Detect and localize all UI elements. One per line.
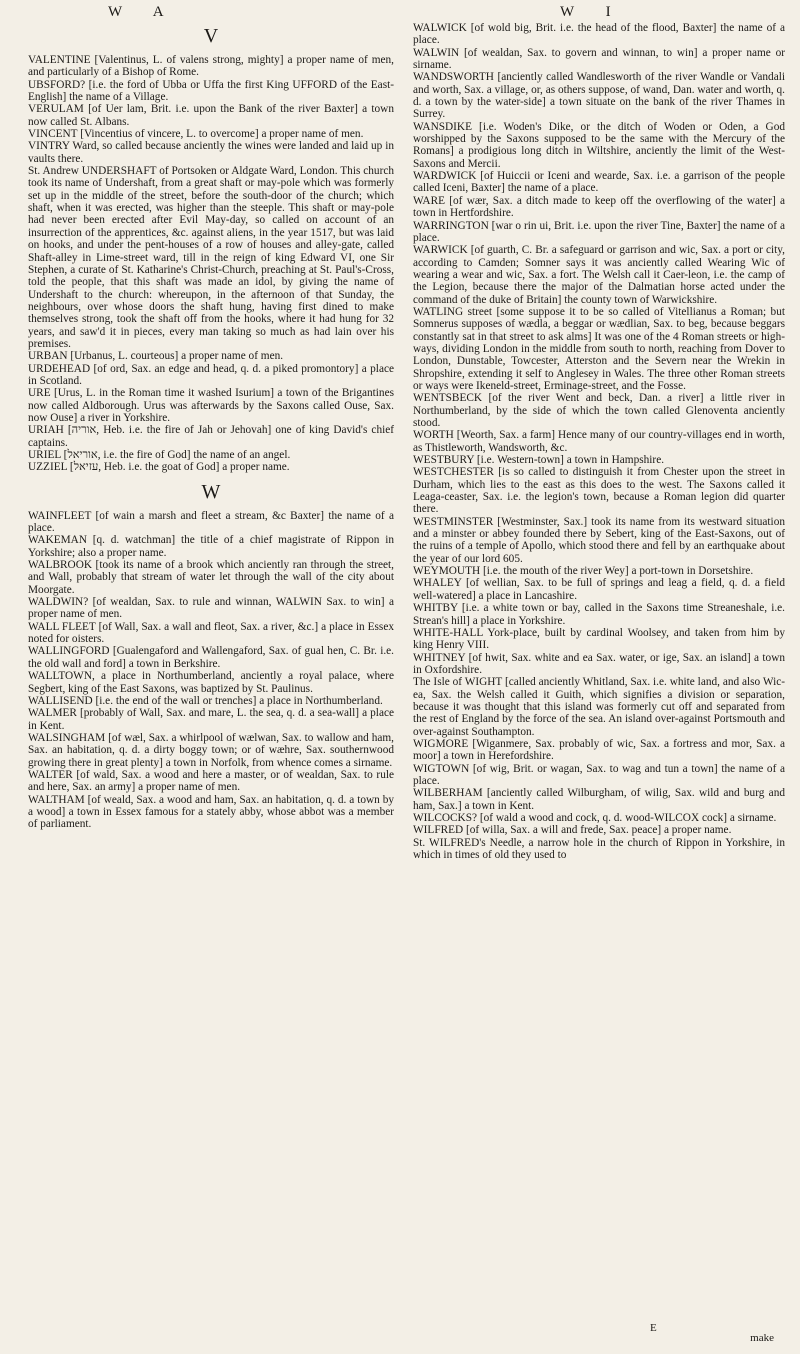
dictionary-entry: URDEHEAD [of ord, Sax. an edge and head, q. d. a piked promontory] a place in Scotland. (28, 362, 394, 387)
dictionary-entry: WHITE-HALL York-place, built by cardinal Woolsey, and taken from him by king Henry VIII. (413, 626, 785, 652)
left-column (28, 22, 394, 831)
signature-mark: E (650, 1322, 657, 1334)
dictionary-entry: VINCENT [Vincentius of vincere, L. to overcome] a proper name of men. (28, 128, 364, 141)
dictionary-entry: WILFRED [of willa, Sax. a will and frede, Sax. peace] a proper name. (413, 824, 732, 837)
dictionary-entry: WILCOCKS? [of wald a wood and cock, q. d. wood-WILCOX cock] a sirname. (413, 812, 777, 824)
dictionary-entry: WAKEMAN [q. d. watchman] the title of a chief magistrate of Rippon in Yorkshire; also a proper name. (28, 534, 394, 559)
dictionary-entry: WESTCHESTER [is so called to distinguish it from Chester upon the street in Durham, which lies to the east as this does to the west. The Saxons called it Leaga-ceaster, Sax. i.e. the legion's town, because a Roman legion did quarter there. (413, 466, 785, 516)
dictionary-entry: WEYMOUTH [i.e. the mouth of the river Wey] a port-town in Dorsetshire. (413, 565, 754, 578)
dictionary-entry: WALWIN [of wealdan, Sax. to govern and winnan, to win] a proper name or sirname. (413, 46, 785, 72)
dictionary-entry: URIEL [אוריאל, i.e. the fire of God] the name of an angel. (28, 449, 291, 461)
dictionary-entry: WALDWIN? [of wealdan, Sax. to rule and winnan, WALWIN Sax. to win] a proper name of men. (28, 596, 394, 621)
dictionary-entry: WALLTOWN, a place in Northumberland, anciently a royal palace, where Segbert, king of the East Saxons, was baptized by St. Paulinus. (28, 670, 394, 695)
dictionary-entry: WHITBY [i.e. a white town or bay, called in the Saxons time Streaneshale, i.e. Strean's hill] a place in Yorkshire. (413, 602, 785, 627)
running-head-left: W A (108, 4, 178, 20)
dictionary-entry: WALTHAM [of weald, Sax. a wood and ham, Sax. an habitation, q. d. a town by a wood] a town in Essex famous for a stately abby, whose abbot was a member of parliament. (28, 793, 394, 831)
dictionary-entry: WESTBURY [i.e. Western-town] a town in Hampshire. (413, 454, 665, 467)
dictionary-entry: VINTRY Ward, so called because anciently the wines were landed and laid up in vaults there. (28, 140, 394, 165)
w-entries (28, 510, 394, 831)
dictionary-entry: WIGMORE [Wiganmere, Sax. probably of wic, Sax. a fortress and mor, Sax. a moor] a town in Herefordshire. (413, 737, 785, 763)
dictionary-entry: WANDSWORTH [anciently called Wandlesworth of the river Wandle or Vandali and worth, Sax. a village, or, as others suppose, of wand, Dan. water and worth, q. d. a town by the water-side] a town situate on the bank of the river Thames in Surrey. (413, 71, 785, 121)
dictionary-entry: WALWICK [of wold big, Brit. i.e. the head of the flood, Baxter] the name of a place. (413, 22, 785, 47)
dictionary-entry: St. WILFRED's Needle, a narrow hole in the church of Rippon in Yorkshire, in which in times of old they used to (413, 836, 785, 862)
dictionary-entry: URIAH [אוריה, Heb. i.e. the fire of Jah or Jehovah] one of king David's chief captains. (28, 424, 395, 449)
dictionary-entry: WALSINGHAM [of wæl, Sax. a whirlpool of wælwan, Sax. to wallow and ham, Sax. an habitation, q. d. a dirty boggy town; or of wæhre, Sax. southernwood growing there in great plenty] a town in Norfolk, from whence comes a sirname. (28, 731, 394, 769)
dictionary-entry: WALTER [of wald, Sax. a wood and here a master, or of wealdan, Sax. to rule and here, Sax. an army] a proper name of men. (28, 768, 394, 794)
catchword: make (750, 1332, 774, 1344)
running-head-right: W I (560, 4, 625, 20)
dictionary-entry: WALMER [probably of Wall, Sax. and mare, L. the sea, q. d. a sea-wall] a place in Kent. (28, 707, 394, 732)
dictionary-entry: VALENTINE [Valentinus, L. of valens strong, mighty] a proper name of men, and particularly of a Bishop of Rome. (28, 54, 394, 79)
dictionary-entry: WALLINGFORD [Gualengaford and Wallengaford, Sax. of gual hen, C. Br. i.e. the old wall and ford] a town in Berkshire. (28, 645, 394, 670)
dictionary-entry: UBSFORD? [i.e. the ford of Ubba or Uffa the first King UFFORD of the East-English] the name of a Village. (28, 78, 394, 104)
dictionary-entry: WHALEY [of wellian, Sax. to be full of springs and leag a field, q. d. a field well-watered] a place in Lancashire. (413, 577, 785, 602)
dictionary-entry: WATLING street [some suppose it to be so called of Vitellianus a Roman; but Somnerus supposes of wædla, a beggar or wædlian, Sax. to beg, because beggars constantly sat in that street to ask alms] It was one of the 4 Roman streets or high-ways, dividing London in the middle from south to north, reaching from Dover to London, Dunstable, Towcester, Atterston and the Severn near the Wrekin in Shropshire, extending it self to Anglesey in Wales. The three other Roman streets or ways were Ikeneld-street, Erminage-street, and the Fosse. (413, 305, 785, 392)
dictionary-entry: URBAN [Urbanus, L. courteous] a proper name of men. (28, 350, 284, 363)
dictionary-entry: UZZIEL [עזיאל, Heb. i.e. the goat of God] a proper name. (28, 461, 290, 474)
dictionary-entry: WESTMINSTER [Westminster, Sax.] took its name from its westward situation and a minster or abbey founded there by Sebert, king of the East-Saxons, out of the ruins of a temple of Apollo, which stood there and fell by an earthquake about the year of our lord 605. (413, 515, 785, 565)
dictionary-entry: WALLISEND [i.e. the end of the wall or trenches] a place in Northumberland. (28, 694, 383, 707)
dictionary-entry: WARRINGTON [war o rin ui, Brit. i.e. upon the river Tine, Baxter] the name of a place. (413, 219, 785, 244)
right-entries (413, 22, 785, 861)
dictionary-entry: WENTSBECK [of the river Went and beck, Dan. a river] a little river in Northumberland, by the side of which the town called Glenoventa anciently stood. (413, 392, 785, 429)
dictionary-entry: WORTH [Weorth, Sax. a farm] Hence many of our country-villages end in worth, as Thistleworth, Wandsworth, &c. (413, 429, 785, 454)
left-entries (28, 54, 394, 474)
dictionary-entry: VERULAM [of Uer lam, Brit. i.e. upon the Bank of the river Baxter] a town now called St. Albans. (28, 103, 394, 128)
dictionary-entry: The Isle of WIGHT [called anciently Whitland, Sax. i.e. white land, and also Wic-ea, Sax. the Welsh called it Guith, which signifies a division or separation, because it was thought that this island was formerly cut off and separated from the rest of England by the force of the sea. An island over-against Portsmouth and over-against Southampton. (413, 676, 785, 738)
dictionary-entry: WAINFLEET [of wain a marsh and fleet a stream, &c Baxter] the name of a place. (28, 509, 394, 535)
dictionary-entry: WILBERHAM [anciently called Wilburgham, of wilig, Sax. wild and burg and ham, Sax.] a town in Kent. (413, 787, 785, 812)
dictionary-entry: WHITNEY [of hwit, Sax. white and ea Sax. water, or ige, Sax. an island] a town in Oxfordshire. (413, 651, 785, 676)
right-column (413, 22, 785, 861)
dictionary-entry: WARWICK [of guarth, C. Br. a safeguard or garrison and wic, Sax. a port or city, according to Camden; Somner says it was anciently called Wearing Wic of wearing a wear and wic, Sax. a fort. The Welsh call it Caer-leon, i.e. the camp of the Legion, because there the major of the Dalmatian horse acted under the command of the duke of Britain] the county town of Warwickshire. (413, 244, 785, 306)
dictionary-entry: WALBROOK [took its name of a brook which anciently ran through the street, and Wall, probably that stream of water let through the wall of the city about Moorgate. (28, 559, 394, 596)
dictionary-entry: WALL FLEET [of Wall, Sax. a wall and fleot, Sax. a river, &c.] a place in Essex noted for oisters. (28, 620, 394, 646)
dictionary-entry: WARDWICK [of Huiccii or Iceni and wearde, Sax. i.e. a garrison of the people called Iceni, Baxter] the name of a place. (413, 170, 785, 195)
dictionary-entry: WARE [of wær, Sax. a ditch made to keep off the overflowing of the water] a town in Hertfordshire. (413, 194, 785, 220)
dictionary-entry: WANSDIKE [i.e. Woden's Dike, or the ditch of Woden or Oden, a God worshipped by the Saxons supposed to be the same with the Mercury of the Romans] a prodigious long ditch in Wiltshire, anciently the limit of the West-Saxons and Mercii. (413, 120, 785, 170)
section-letter-w: W (201, 480, 221, 503)
dictionary-entry: WIGTOWN [of wig, Brit. or wagan, Sax. to wag and tun a town] the name of a place. (413, 762, 785, 787)
section-letter-v: V (203, 25, 219, 47)
dictionary-entry: URE [Urus, L. in the Roman time it washed Isurium] a town of the Brigantines now called Aldborough. Urus was afterwards by the Saxons called Ouse, Sax. now Ouse] a river in Yorkshire. (28, 387, 394, 424)
dictionary-entry: St. Andrew UNDERSHAFT of Portsoken or Aldgate Ward, London. This church took its name of Undershaft, from a great shaft or may-pole which was formerly set up in the middle of the street, before the south-door of the church; which shaft, when it was erected, was higher than the steeple. This shaft or may-pole had never been erected after Evil May-day, so called on account of an insurrection of the apprentices, &c. against aliens, in the year 1517, but was laid on hooks, and under the pent-houses of a row of houses and alley-gate, called Shaft-alley in Lime-street ward, till in the reign of king Edward VI, one Sir Stephen, a curate of St. Katharine's Christ-Church, preaching at St. Paul's-Cross, told the people, that this shaft was made an idol, by giving the name of Undershaft to the church: whereupon, in the afternoon of that Sunday, the neighbours, over whose doors the shaft hung, having first dined to make themselves strong, took the shaft off from the hooks, where it had hung for 32 years, and saw'd it in pieces, every man taking so much as had lain over his premises. (28, 165, 394, 350)
